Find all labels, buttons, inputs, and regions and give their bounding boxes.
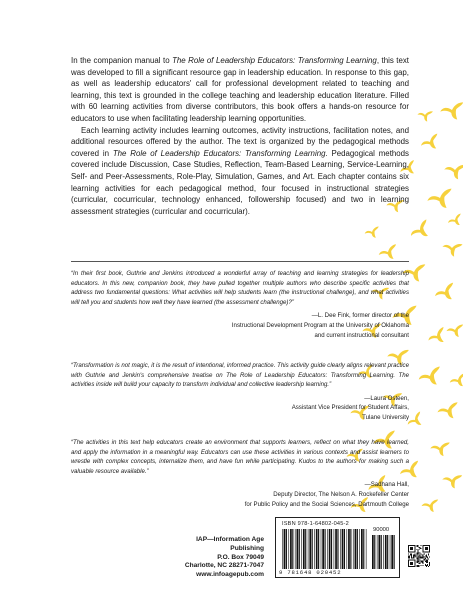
endorsement-attribution: —Laura Osteen, Assistant Vice President for Student Affairs, Tulane University bbox=[291, 394, 409, 421]
isbn-number: ISBN 978-1-64802-045-2 bbox=[282, 521, 349, 527]
publisher-info bbox=[180, 536, 264, 580]
endorsement bbox=[71, 269, 409, 340]
price-code: 90000 bbox=[373, 527, 390, 533]
bird-icon bbox=[440, 101, 463, 124]
endorsement-attribution: —L. Dee Fink, former director of the Instructional Development Program at the University of Oklahoma and current instructional consultant bbox=[231, 312, 409, 339]
book-description bbox=[71, 55, 409, 217]
book-title-reference: The Role of Leadership Educators: Transforming Learning bbox=[112, 148, 326, 158]
publisher-name: IAP—Information Age Publishing bbox=[196, 536, 264, 552]
barcode-addon-bars bbox=[372, 535, 396, 569]
bird-icon bbox=[421, 499, 442, 516]
bird-icon bbox=[364, 226, 382, 241]
description-paragraph-2: Each learning activity includes learning outcomes, activity instructions, facilitation notes, and additional resources offered by the author. The text is organized by the pedagogical methods covered in The Role of Leadership Educators: Transforming Learning. Pedagogical methods covered include Discussion, Case Studies, Reflection, Team-Based Learning, Service-Learning, Self- and Peer-Assessments, Role-Play, Simulation, Games, and Art. Each chapter contains six learning activities for each pedagogical method, four focused in instructional strategies (curricular, cocurricular, technology enhanced, followership focused) and two in learning assessment strategies (curricular and cocurricular). bbox=[71, 125, 409, 216]
bird-icon bbox=[437, 401, 463, 423]
publisher-address: P.O. Box 79049 bbox=[217, 553, 264, 561]
bird-icon bbox=[410, 219, 436, 245]
ean-digits: 9 781648 020452 bbox=[279, 569, 342, 576]
barcode-bars bbox=[282, 529, 367, 569]
publisher-website: www.infoagepub.com bbox=[196, 571, 264, 579]
bird-icon bbox=[442, 475, 463, 491]
isbn-barcode bbox=[275, 517, 400, 578]
bird-icon bbox=[427, 188, 458, 214]
publisher-city: Charlotte, NC 28271-7047 bbox=[184, 562, 264, 570]
bird-icon bbox=[447, 213, 463, 230]
bird-icon bbox=[446, 324, 463, 341]
endorsement-attribution: —Sadhana Hall, Deputy Director, The Nelson A. Rockefeller Center for Public Policy and the Social Sciences, Dartmouth College bbox=[244, 481, 409, 508]
endorsement bbox=[71, 361, 409, 423]
description-paragraph-1: In the companion manual to The Role of Leadership Educators: Transforming Learning, this text was developed to fill a significant resource gap in leadership education. In response to this gap, as well as leadership educators' call for professional development related to teaching and learning, this text is grounded in the college teaching and leadership education literature. Filled with 60 learning activities from diverse contributors, this book offers a hands-on resource for educators to use when facilitating leadership learning opportunities. bbox=[71, 56, 409, 123]
bird-icon bbox=[427, 326, 450, 349]
book-title-reference: The Role of Leadership Educators: Transforming Learning bbox=[172, 56, 377, 65]
divider bbox=[71, 261, 409, 262]
endorsement-quote: “The activities in this text help educators create an environment that supports learners, reflect on what they have learned, and apply the information in a meaningful way. Educators can use these activities in various contexts and assist learners to wrestle with complex concepts, internalize them, and have fun while participating. Kudos to the authors for making such a valuable resource available.” bbox=[71, 439, 409, 475]
bird-icon bbox=[430, 442, 453, 459]
bird-icon bbox=[420, 133, 444, 155]
endorsement bbox=[71, 438, 409, 509]
bird-icon bbox=[442, 243, 463, 257]
bird-icon bbox=[407, 411, 428, 432]
bird-icon bbox=[449, 372, 463, 391]
bird-icon bbox=[444, 164, 463, 181]
bird-icon bbox=[418, 366, 447, 392]
qr-code bbox=[408, 545, 430, 567]
endorsement-quote: “Transformation is not magic, it is the result of intentional, informed practice. This activity guide clearly aligns relevant practice with Guthrie and Jenkin's comprehensive treatise on The Role of Leadership Educators: Transforming Learning. The activities inside will build your capacity to transform individual and collective leadership learning.” bbox=[71, 362, 409, 389]
bird-icon bbox=[417, 111, 434, 123]
bird-icon bbox=[434, 282, 460, 306]
endorsement-quote: “In their first book, Guthrie and Jenkins introduced a wonderful array of teaching and learning strategies for leadership educators. In this new, companion book, they have pulled together multiple authors who describe specific activities that address two fundamental questions: What activities will help students learn (the instructional challenge), and what activities will tell you and students how well they have learned (the assessment challenge)?” bbox=[71, 270, 409, 306]
